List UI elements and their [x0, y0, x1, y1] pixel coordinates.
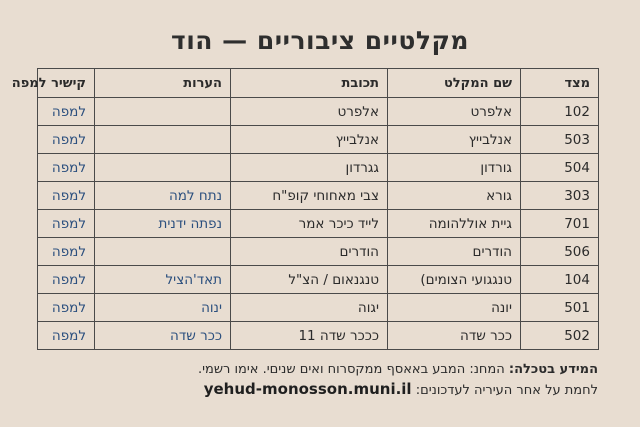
shelter-number: 104 — [521, 266, 599, 294]
footer-website-url[interactable]: yehud-monosson.muni.il — [203, 380, 412, 398]
table-row — [38, 154, 599, 182]
footer-website-text: לחמת על אחר העיריה לעדכונים: — [415, 383, 598, 398]
shelter-address: הודרים — [231, 238, 388, 266]
shelter-number: 504 — [521, 154, 599, 182]
shelter-address: אלפרט — [231, 98, 388, 126]
map-link[interactable]: למפה — [38, 154, 95, 182]
shelter-number: 303 — [521, 182, 599, 210]
shelter-address: לייד כיכר אמר — [231, 210, 388, 238]
shelter-notes — [95, 126, 231, 154]
header-map-link: קישיר למפה — [38, 69, 95, 98]
shelter-name: אנלבייץ — [388, 126, 521, 154]
table-row — [38, 322, 599, 350]
header-number: מצד — [521, 69, 599, 98]
map-link[interactable]: למפה — [38, 126, 95, 154]
shelters-table — [11, 68, 599, 350]
shelter-number: 102 — [521, 98, 599, 126]
shelter-number: 501 — [521, 294, 599, 322]
map-link[interactable]: למפה — [38, 182, 95, 210]
shelter-notes: ינוה — [95, 294, 231, 322]
shelter-number: 503 — [521, 126, 599, 154]
header-address: תכובת — [231, 69, 388, 98]
table-row — [38, 294, 599, 322]
map-link[interactable]: למפה — [38, 210, 95, 238]
table-header-row — [38, 69, 599, 98]
shelter-address: יגוה — [231, 294, 388, 322]
shelter-number: 502 — [521, 322, 599, 350]
shelter-address: אנלבייץ — [231, 126, 388, 154]
shelter-name: אלפרט — [388, 98, 521, 126]
shelter-number: 506 — [521, 238, 599, 266]
table-row — [38, 238, 599, 266]
shelter-notes: ככר שדה — [95, 322, 231, 350]
shelter-address: כככר שדה 11 — [231, 322, 388, 350]
shelter-address: גגרדון — [231, 154, 388, 182]
shelter-name: ככר שדה — [388, 322, 521, 350]
footer-website-line — [204, 380, 598, 398]
shelter-address: צבי מאחוחי קופ"ח — [231, 182, 388, 210]
map-link[interactable]: למפה — [38, 294, 95, 322]
shelter-notes: תאד'הציל — [95, 266, 231, 294]
shelter-name: טנגגועי הצומים) — [388, 266, 521, 294]
shelter-name: הודרים — [388, 238, 521, 266]
header-shelter-name: שם המקלט — [388, 69, 521, 98]
header-notes: הערות — [95, 69, 231, 98]
table-row — [38, 98, 599, 126]
map-link[interactable]: למפה — [38, 98, 95, 126]
shelter-notes — [95, 98, 231, 126]
shelter-name: יונה — [388, 294, 521, 322]
footer-info-label: המידע בטכלה: — [508, 362, 598, 377]
table-row — [38, 126, 599, 154]
map-link[interactable]: למפה — [38, 238, 95, 266]
page-title: מקלטיים ציבוריים — הוד — [171, 26, 469, 55]
shelter-address: טנגנאום / הצ"ל — [231, 266, 388, 294]
shelter-notes: נפתה ידנית — [95, 210, 231, 238]
shelter-number: 701 — [521, 210, 599, 238]
table-row — [38, 266, 599, 294]
shelter-name: גיית אוללהומה — [388, 210, 521, 238]
table-row — [38, 182, 599, 210]
shelter-notes — [95, 238, 231, 266]
table-row — [38, 210, 599, 238]
map-link[interactable]: למפה — [38, 322, 95, 350]
shelter-name: גורדון — [388, 154, 521, 182]
shelter-notes — [95, 154, 231, 182]
map-link[interactable]: למפה — [38, 266, 95, 294]
footer-info-line — [198, 362, 598, 377]
shelter-notes: נתח למה — [95, 182, 231, 210]
shelter-name: גורא — [388, 182, 521, 210]
footer-info-text: המחנ: המבע באאסף ממקסרוח ואים שניםי. אימו רשמי. — [197, 362, 505, 377]
